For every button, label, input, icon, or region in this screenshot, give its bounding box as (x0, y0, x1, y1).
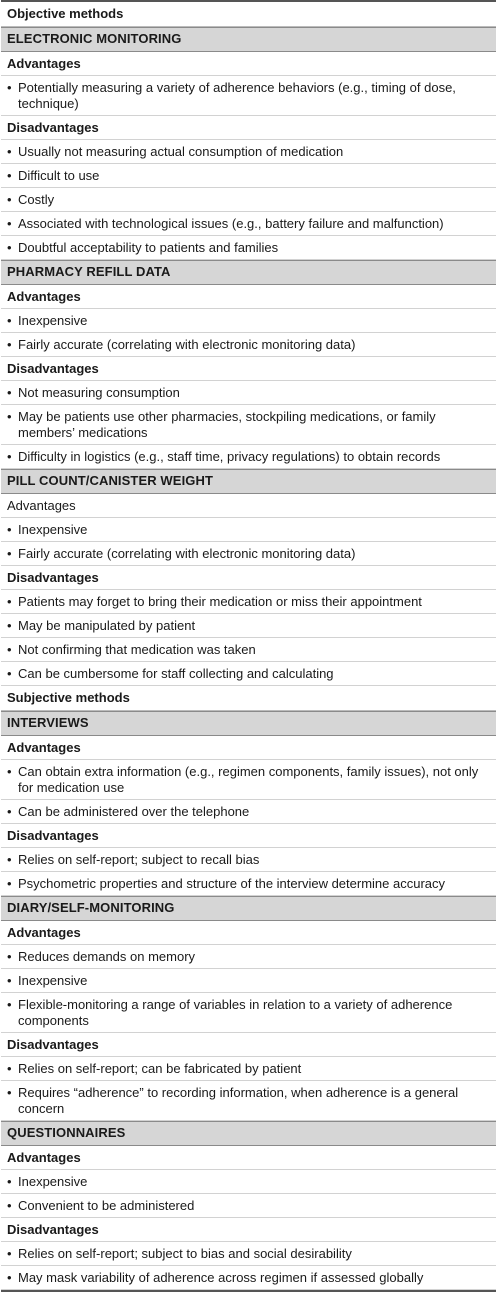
bullet-icon: • (7, 80, 12, 95)
bullet-icon: • (7, 1270, 12, 1285)
section-heading: Disadvantages (1, 116, 496, 140)
list-item-text: Inexpensive (18, 522, 88, 537)
list-item (1, 1057, 496, 1081)
list-item (1, 590, 496, 614)
list-item-text: Potentially measuring a variety of adherence behaviors (e.g., timing of dose, technique) (18, 80, 456, 111)
bullet-icon: • (7, 1198, 12, 1213)
bullet-icon: • (7, 522, 12, 537)
list-item-text: Difficulty in logistics (e.g., staff time, privacy regulations) to obtain records (18, 449, 441, 464)
list-item (1, 381, 496, 405)
section-heading: Advantages (1, 52, 496, 76)
list-item (1, 1266, 496, 1290)
section-heading: Disadvantages (1, 566, 496, 590)
bullet-icon: • (7, 216, 12, 231)
list-item-text: May be patients use other pharmacies, stockpiling medications, or family members’ medications (18, 409, 436, 440)
section-heading: Advantages (1, 736, 496, 760)
list-item-text: Not measuring consumption (18, 385, 180, 400)
bullet-icon: • (7, 449, 12, 464)
bullet-icon: • (7, 385, 12, 400)
list-item-text: Relies on self-report; can be fabricated by patient (18, 1061, 302, 1076)
section-heading: Advantages (1, 285, 496, 309)
list-item-text: Fairly accurate (correlating with electronic monitoring data) (18, 546, 356, 561)
list-item (1, 1242, 496, 1266)
list-item-text: Inexpensive (18, 1174, 88, 1189)
list-item-text: Difficult to use (18, 168, 100, 183)
method-category-header: PILL COUNT/CANISTER WEIGHT (1, 469, 496, 494)
section-heading: Advantages (1, 1146, 496, 1170)
bullet-icon: • (7, 1246, 12, 1261)
list-item-text: Patients may forget to bring their medication or miss their appointment (18, 594, 422, 609)
list-item (1, 212, 496, 236)
bullet-icon: • (7, 973, 12, 988)
list-item (1, 760, 496, 800)
list-item-text: May mask variability of adherence across regimen if assessed globally (18, 1270, 424, 1285)
list-item-text: Not confirming that medication was taken (18, 642, 256, 657)
section-heading: Disadvantages (1, 1218, 496, 1242)
list-item (1, 518, 496, 542)
list-item (1, 945, 496, 969)
method-category-header: QUESTIONNAIRES (1, 1121, 496, 1146)
list-item-text: Inexpensive (18, 973, 88, 988)
list-item (1, 188, 496, 212)
bullet-icon: • (7, 313, 12, 328)
section-heading: Advantages (1, 921, 496, 945)
bullet-icon: • (7, 409, 12, 424)
bullet-icon: • (7, 594, 12, 609)
method-category-header: DIARY/SELF-MONITORING (1, 896, 496, 921)
method-category-header: PHARMACY REFILL DATA (1, 260, 496, 285)
list-item-text: Associated with technological issues (e.g., battery failure and malfunction) (18, 216, 444, 231)
section-heading: Disadvantages (1, 357, 496, 381)
list-item-text: Reduces demands on memory (18, 949, 196, 964)
list-item (1, 848, 496, 872)
bullet-icon: • (7, 618, 12, 633)
list-item-text: Psychometric properties and structure of the interview determine accuracy (18, 876, 446, 891)
list-item (1, 1194, 496, 1218)
bullet-icon: • (7, 168, 12, 183)
list-item (1, 236, 496, 260)
bullet-icon: • (7, 337, 12, 352)
bullet-icon: • (7, 764, 12, 779)
bullet-icon: • (7, 1061, 12, 1076)
list-item-text: Can be cumbersome for staff collecting and calculating (18, 666, 334, 681)
list-item (1, 405, 496, 445)
list-item (1, 76, 496, 116)
list-item (1, 993, 496, 1033)
list-item-text: Convenient to be administered (18, 1198, 195, 1213)
list-item-text: Requires “adherence” to recording information, when adherence is a general concern (18, 1085, 459, 1116)
bullet-icon: • (7, 804, 12, 819)
list-item-text: Flexible-monitoring a range of variables in relation to a variety of adherence components (18, 997, 453, 1028)
list-item (1, 614, 496, 638)
method-group-title: Subjective methods (1, 686, 496, 711)
bullet-icon: • (7, 642, 12, 657)
bullet-icon: • (7, 240, 12, 255)
section-heading: Disadvantages (1, 824, 496, 848)
list-item (1, 969, 496, 993)
list-item (1, 333, 496, 357)
list-item-text: Doubtful acceptability to patients and families (18, 240, 279, 255)
list-item-text: Fairly accurate (correlating with electronic monitoring data) (18, 337, 356, 352)
list-item (1, 445, 496, 469)
list-item-text: Costly (18, 192, 55, 207)
bullet-icon: • (7, 1174, 12, 1189)
bullet-icon: • (7, 949, 12, 964)
list-item (1, 164, 496, 188)
bullet-icon: • (7, 876, 12, 891)
list-item (1, 1081, 496, 1121)
list-item-text: May be manipulated by patient (18, 618, 196, 633)
list-item (1, 542, 496, 566)
section-heading: Advantages (1, 494, 496, 518)
section-heading: Disadvantages (1, 1033, 496, 1057)
list-item (1, 872, 496, 896)
bullet-icon: • (7, 192, 12, 207)
bullet-icon: • (7, 1085, 12, 1100)
bullet-icon: • (7, 997, 12, 1012)
bullet-icon: • (7, 666, 12, 681)
list-item (1, 662, 496, 686)
list-item (1, 800, 496, 824)
list-item-text: Relies on self-report; subject to recall bias (18, 852, 260, 867)
method-category-header: INTERVIEWS (1, 711, 496, 736)
list-item-text: Can obtain extra information (e.g., regimen components, family issues), not only for medication use (18, 764, 479, 795)
bullet-icon: • (7, 852, 12, 867)
list-item (1, 1170, 496, 1194)
bullet-icon: • (7, 546, 12, 561)
list-item-text: Relies on self-report; subject to bias and social desirability (18, 1246, 352, 1261)
method-group-title: Objective methods (1, 2, 496, 27)
adherence-methods-table (1, 0, 496, 1292)
list-item-text: Can be administered over the telephone (18, 804, 250, 819)
list-item (1, 309, 496, 333)
list-item-text: Inexpensive (18, 313, 88, 328)
method-category-header: ELECTRONIC MONITORING (1, 27, 496, 52)
list-item (1, 140, 496, 164)
list-item-text: Usually not measuring actual consumption of medication (18, 144, 344, 159)
list-item (1, 638, 496, 662)
bullet-icon: • (7, 144, 12, 159)
